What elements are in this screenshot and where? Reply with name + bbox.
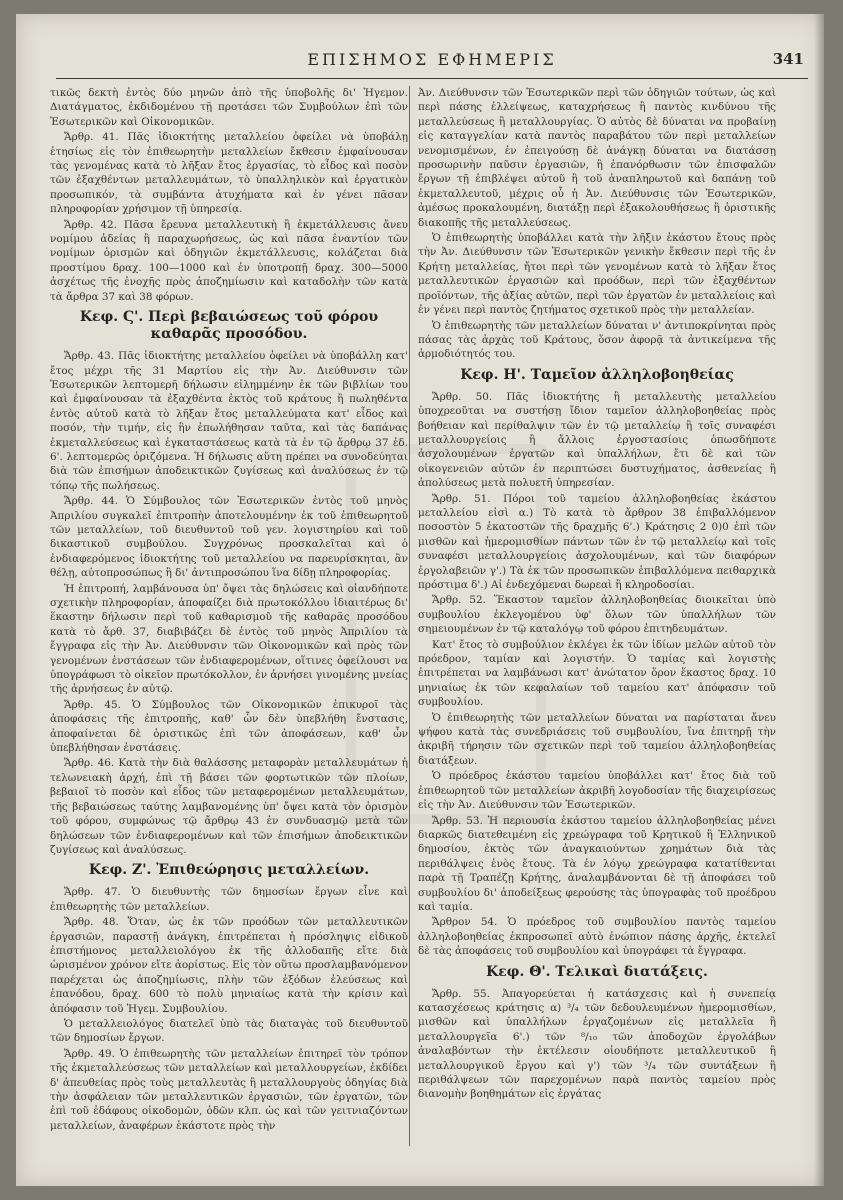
article-49: Ἄρθρ. 49. Ὁ ἐπιθεωρητὴς τῶν μεταλλείων ἐπιτηρεῖ τὸν τρόπον τῆς ἐκμεταλλεύσεως τῶν μεταλλείων καὶ μεταλλουργείων, ἐκδίδει δ' ἀπευθείας πρὸς τοὺς μεταλλευτὰς ἢ μεταλλουργοὺς ὁδηγίας διὰ τὴν ἀσφάλειαν τῶν μεταλλευτικῶν ἐργασιῶν, τῶν ἐργατῶν, τῶν ἐπὶ τοῦ ἐδάφους οἰκοδομῶν, ὁδῶν κλπ. ὡς καὶ τῶν γειτνιαζόντων μεταλλείων, ἀναφέρων ἑκάστοτε πρὸς τὴν — [50, 1047, 408, 1132]
publication-title: ΕΠΙΣΗΜΟΣ ΕΦΗΜΕΡΙΣ — [307, 50, 557, 69]
page-edge-shadow — [814, 14, 824, 1186]
article-47: Ἄρθρ. 47. Ὁ διευθυντὴς τῶν δημοσίων ἔργων εἶνε καὶ ἐπιθεωρητὴς τῶν μεταλλείων. — [50, 886, 408, 913]
article-50: Ἄρθρ. 50. Πᾶς ἰδιοκτήτης ἢ μεταλλευτὴς μεταλλείου ὑποχρεοῦται να συστήσῃ ἴδιον ταμεῖον ἀλληλοβοηθείας πρὸς βοήθειαν καὶ περίθαλψιν τῶν ἐν τῷ μεταλλείῳ ἢ τοῖς συναφέσι μεταλλουργείοις ἢ ἄλλοις ἐργοστασίοις ὁπωσδήποτε ἀσχολουμένων ἐργατῶν καὶ ὑπαλλήλων, ἔτι δὲ καὶ τῶν οἰκογενειῶν αὐτῶν ἐν περιπτώσει δυστυχήματος, ἀσθενείας ἢ ἀπολύσεως μετὰ πολυετῆ ὑπηρεσίαν. — [418, 390, 776, 490]
chapter-heading-line: Κεφ. Ϛ'. Περὶ βεβαιώσεως τοῦ φόρου — [79, 309, 379, 326]
left-column — [50, 86, 408, 1166]
newspaper-page — [16, 14, 824, 1186]
right-column — [418, 86, 776, 1166]
article-44: Ἄρθρ. 44. Ὁ Σύμβουλος τῶν Ἐσωτερικῶν ἐντὸς τοῦ μηνὸς Ἀπριλίου συγκαλεῖ ἐπιτροπὴν ἀποτελουμένην ἐκ τοῦ ἐπιθεωρητοῦ τῶν μεταλλείων, τοῦ διευθυντοῦ τοῦ γεν. λογιστηρίου καὶ τοῦ δικαστικοῦ συμβούλου. Συγχρόνως προσκαλεῖται καὶ ὁ ἐνδιαφερόμενος ἰδιοκτήτης τοῦ μεταλλείου να παρευρίσκηται, ἂν θέλῃ, αὐτοπροσώπως ἢ δι' ἀντιπροσώπου ἵνα δίδῃ πληροφορίας. — [50, 495, 408, 580]
page-number: 341 — [772, 50, 804, 68]
article-41: Ἄρθρ. 41. Πᾶς ἰδιοκτήτης μεταλλείου ὀφείλει νὰ ὑποβάλῃ ἐτησίως εἰς τὸν ἐπιθεωρητὴν μεταλλείων ἔκθεσιν ἐμφαίνουσαν τὰς γενομένας κατὰ τὸ λῆξαν ἔτος ἐργασίας, τὸ εἶδος καὶ ποσὸν τῶν ἐξαχθέντων μεταλλευμάτων, τὸ ὑπαλληλικὸν καὶ ἐργατικὸν προσωπικόν, τὰ συμβάντα ἀτυχήματα καὶ ἐν γένει πᾶσαν πληροφορίαν χρήσιμον τῇ ὑπηρεσίᾳ. — [50, 131, 408, 216]
paragraph: Ὁ ἐπιθεωρητὴς ὑποβάλλει κατὰ τὴν λῆξιν ἑκάστου ἔτους πρὸς τὴν Ἀν. Διεύθυνσιν τῶν Ἐσωτερικῶν γενικὴν ἔκθεσιν περὶ τῆς ἐν Κρήτῃ μεταλλείας, ἤτοι περὶ τῶν γενομένων κατὰ τὸ λῆξαν ἔτος μεταλλευτικῶν ἐργασιῶν καὶ προόδων, περὶ τῶν ἐξαχθέντων προϊόντων, τῆς ἀξίας αὐτῶν, περὶ τῶν ἐργατῶν ἐν μεταλλείοις καὶ ἐν γένει περὶ παντὸς ζητήματος σχετικοῦ πρὸς τὴν μεταλλείαν. — [418, 232, 776, 317]
column-divider — [409, 86, 410, 1146]
article-52-continued: Ὁ πρόεδρος ἑκάστου ταμείου ὑποβάλλει κατ' ἔτος διὰ τοῦ ἐπιθεωρητοῦ τῶν μεταλλείων ἀκριβῆ λογοδοσίαν τῆς διαχειρίσεως εἰς τὴν Ἀν. Διεύθυνσιν τῶν Ἐσωτερικῶν. — [418, 770, 776, 812]
article-53: Ἄρθρ. 53. Ἡ περιουσία ἑκάστου ταμείου ἀλληλοβοηθείας μένει διαρκῶς διατεθειμένη εἰς χρεώγραφα τοῦ Κρητικοῦ ἢ Ἑλληνικοῦ δημοσίου, ἐκτὸς τῶν ἀναγκαιούντων χρημάτων διὰ τὰς περιθάλψεις ἑνὸς ἔτους. Τὰ ἐν λόγῳ χρεώγραφα κατατίθενται παρὰ τῇ Τραπέζῃ Κρήτης, ἀναλαμβάνονται δὲ τῇ ἀποφάσει τοῦ συμβουλίου δι' ἀποδείξεως φερούσης τὰς ὑπογραφὰς τοῦ προέδρου καὶ ταμία. — [418, 814, 776, 913]
article-44-continued: Ἡ ἐπιτροπή, λαμβάνουσα ὑπ' ὄψει τὰς δηλώσεις καὶ οἱανδήποτε σχετικὴν πληροφορίαν, ἀποφαίζει διὰ πρωτοκόλλου ἰδιαιτέρως δι' ἕκαστην δήλωσιν περὶ τοῦ καθαρισμοῦ τῆς καθαρᾶς προσόδου κατὰ τὸ ἄρθ. 37, διαβιβάζει δὲ ἐντὸς τοῦ μηνὸς Ἀπριλίου τὰ ἔγγραφα εἰς τὴν Ἀν. Διεύθυνσιν τῶν Οἰκονομικῶν καὶ πρὸς τῶν γενομένων ἐνστάσεων τῶν ἐνδιαφερομένων, οἵτινες ὀφείλουσι να ὑπογράφωσι τὸ οἰκεῖον πρωτόκολλον, ἐν ἀρνήσει γινομένης μνείας τῆς ἀρνήσεως ἐν αὐτῷ. — [50, 582, 408, 696]
article-46: Ἄρθρ. 46. Κατὰ τὴν διὰ θαλάσσης μεταφορὰν μεταλλευμάτων ἡ τελωνειακὴ ἀρχή, ἐπὶ τῇ βάσει τῶν φορτωτικῶν τῶν πλοίων, βεβαιοῖ τὸ ποσὸν καὶ εἶδος τῶν μεταφερομένων μεταλλευμάτων, τῆς βεβαιώσεως ταύτης λαμβανομένης ὑπ' ὄψει κατὰ τὸν ὁρισμὸν τοῦ φόρου, συμφώνως τῷ ἄρθρῳ 43 ἐν συνδυασμῷ μετὰ τῶν δηλώσεων τῶν ἐνδιαφερομένων καὶ τῶν ἐπισήμων ἀποδεικτικῶν ζυγίσεως καὶ ἀναλύσεως. — [50, 757, 408, 856]
paragraph: τικῶς δεκτὴ ἐντὸς δύο μηνῶν ἀπὸ τῆς ὑποβολῆς δι' Ἡγεμον. Διατάγματος, ἐκδιδομένου τῇ προτάσει τῶν Συμβούλων ἐπὶ τῶν Ἐσωτερικῶν καὶ Οἰκονομικῶν. — [50, 87, 408, 128]
paragraph: Ὁ ἐπιθεωρητὴς τῶν μεταλλείων δύναται ν' ἀντιποκρίνηται πρὸς πάσας τὰς ἀρχὰς τοῦ Κράτους, ὅσον ἀφορᾷ τὰ ἀντικείμενα τῆς ἁρμοδιότητός του. — [418, 319, 776, 361]
chapter-heading-8: Κεφ. Η'. Ταμεῖον ἀλληλοβοηθείας — [460, 366, 734, 383]
article-51: Ἄρθρ. 51. Πόροι τοῦ ταμείου ἀλληλοβοηθείας ἑκάστου μεταλλείου εἰσὶ α.) Τὸ κατὰ τὸ ἄρθρον 38 ἐπιβαλλόμενον ποσοστὸν 5 ἑκατοστῶν τῆς δραχμῆς 6'.) Κράτησις 2 0)0 ἐπὶ τῶν μισθῶν καὶ ἡμερομισθίων πάντων τῶν ἐν τῷ μεταλλείῳ καὶ τοῖς συναφέσι μεταλλουργείοις ἀσχολουμένων, καὶ τῶν διαφόρων ἐργολαβειῶν γ'.) Τὰ ἐκ τῶν προσωπικῶν ἐπιβαλλόμενα πειθαρχικὰ πρόστιμα δ'.) Αἱ ἐνδεχόμεναι δωρεαὶ ἢ κληροδοσίαι. — [418, 492, 776, 591]
article-45: Ἄρθρ. 45. Ὁ Σύμβουλος τῶν Οἰκονομικῶν ἐπικυροῖ τὰς ἀποφάσεις τῆς ἐπιτροπῆς, καθ' ὧν δὲν ὑπεβλήθη ἔνστασις, ἀποφαίνεται δὲ ὁριστικῶς ἐπὶ τῶν ἀποφάσεων, καθ' ὧν ὑπεβλήθησαν ἐνστάσεις. — [50, 698, 408, 755]
chapter-heading-7: Κεφ. Ζ'. Ἐπιθεώρησις μεταλλείων. — [88, 862, 370, 879]
article-54: Ἄρθρον 54. Ὁ πρόεδρος τοῦ συμβουλίου παντὸς ταμείου ἀλληλοβοηθείας ἐκπροσωπεῖ αὐτὸ ἐνώπιον πάσης ἀρχῆς, ἐκτελεῖ δὲ τὰς ἀποφάσεις τοῦ συμβουλίου καὶ ὑπογράφει τὰ ἔγγραφα. — [418, 916, 776, 958]
article-52: Ἄρθρ. 52. Ἕκαστον ταμεῖον ἀλληλοβοηθείας διοικεῖται ὑπὸ συμβουλίου ἐκλεγομένου ὑφ' ὅλων τῶν ὑπαλλήλων τῶν σημειουμένων ἐν τῷ καταλόγῳ τοῦ φόρου ἐπιτηδευμάτων. — [418, 594, 776, 636]
article-42: Ἄρθρ. 42. Πᾶσα ἔρευνα μεταλλευτικὴ ἢ ἐκμετάλλευσις ἄνευ νομίμου ἀδείας ἢ παραχωρήσεως, ὡς καὶ πᾶσα ἐναντίον τῶν νομίμων ὁρισμῶν καὶ ὁδηγιῶν ἐκμετάλλευσις, κολάζεται διὰ προστίμου δραχ. 100—1000 καὶ ἐν ὑποτροπῇ δραχ. 300—5000 ἀσχέτως τῆς ἐνοχῆς πρὸς ἀποζημίωσιν καὶ καταδολὴν τῶν κατὰ τὰ ἄρθρα 37 καὶ 38 φόρων. — [50, 218, 408, 303]
chapter-heading-9: Κεφ. Θ'. Τελικαὶ διατάξεις. — [486, 963, 708, 980]
chapter-heading-line: καθαρᾶς προσόδου. — [150, 326, 308, 343]
article-48: Ἄρθρ. 48. Ὅταν, ὡς ἐκ τῶν προόδων τῶν μεταλλευτικῶν ἐργασιῶν, παραστῇ ἀνάγκη, ἐπιτρέπεται ἡ πρόσληψις εἰδικοῦ ἐπιστήμονος μεταλλειολόγου ἐκ τῆς ἀλλοδαπῆς εἴτε διὰ ὡρισμένον χρόνον εἴτε ἀορίστως. Εἰς τὸν οὕτω προσλαμβανόμενον παρέχεται ὡς ἀποζημίωσις, πλὴν τῶν ἐξόδων ἐλεύσεως καὶ ἐπανόδου, δραχ. 600 τὸ πολὺ μηνιαίως κατὰ τὴν κρίσιν καὶ ἀπόφασιν τοῦ Ἡγεμ. Συμβουλίου. — [50, 916, 408, 1015]
article-48-continued: Ὁ μεταλλειολόγος διατελεῖ ὑπὸ τὰς διαταγὰς τοῦ διευθυντοῦ τῶν δημοσίων ἔργων. — [50, 1017, 408, 1045]
page-header — [56, 48, 808, 79]
article-55: Ἄρθρ. 55. Ἀπαγορεύεται ἡ κατάσχεσις καὶ ἡ συνεπείᾳ κατασχέσεως κράτησις α) ³/₄ τῶν δεδουλευμένων ἡμερομισθίων, μισθῶν καὶ ὑπαλλήλων ἐργαζομένων εἰς μεταλλεῖα ἢ μεταλλουργεῖα 6'.) τῶν ⁸/₁₀ τῶν ἀποδοχῶν ἐργολάβων ἀναλαβόντων τὴν ἐκτέλεσιν οἱουδήποτε μεταλλευτικοῦ ἢ μεταλλουργικοῦ ἔργου καὶ γ') τῶν ³/₄ τῶν συντάξεων ἢ περιθάλψεων τῶν παρεχομένων παρὰ παντὸς ταμείου πρὸς διανομὴν βοηθημάτων εἰς ἐργάτας — [418, 987, 776, 1101]
article-52-continued: Κατ' ἔτος τὸ συμβούλιον ἐκλέγει ἐκ τῶν ἰδίων μελῶν αὐτοῦ τὸν πρόεδρον, ταμίαν καὶ λογιστήν. Ὁ ταμίας καὶ λογιστὴς ἐπιτρέπεται να λαμβάνωσι κατ' ἀνώτατον ὅρον ἕκαστος δραχ. 10 μηνιαίως ἐκ τῶν κεφαλαίων τοῦ ταμείου κατ' ἀπόφασιν τοῦ συμβουλίου. — [418, 638, 776, 709]
paragraph: Ἀν. Διεύθυνσιν τῶν Ἐσωτερικῶν περὶ τῶν ὁδηγιῶν τούτων, ὡς καὶ περὶ πάσης ἐλλείψεως, καταχρήσεως ἢ παντὸς κινδύνου τῆς μεταλλεύσεως ἢ μεταλλουργίας. Ὁ αὐτὸς δὲ δύναται να προβαίνῃ εἰς καταγγελίαν κατὰ παντὸς παραβάτου τῶν περὶ μεταλλείων νενομισμένων, ἐν ἐπειγούσῃ δὲ ἀνάγκῃ δύναται να διατάσσῃ προσωρινὴν παῦσιν ἐργασιῶν, ἢ ἐπανόρθωσιν τῶν ἐπισφαλῶν ἔργων τῇ ἐπιβλέψει αὐτοῦ ἢ τοῦ ἀναπληρωτοῦ καὶ δαπάνῃ τοῦ ἐκμεταλλευτοῦ, μέχρις οὗ ἡ Ἀν. Διεύθυνσις τῶν Ἐσωτερικῶν, ἀμέσως προκαλουμένη, διατάξῃ περὶ ἐξακολουθήσεως ἢ ὁριστικῆς διακοπῆς τῆς μεταλλεύσεως. — [418, 87, 776, 229]
article-43: Ἄρθρ. 43. Πᾶς ἰδιοκτήτης μεταλλείου ὀφείλει νὰ ὑποβάλλῃ κατ' ἔτος μέχρι τῆς 31 Μαρτίου εἰς τὴν Ἀν. Διεύθυνσιν τῶν Ἐσωτερικῶν λεπτομερῆ δήλωσιν εἰλημμένην ἐκ τῶν βιβλίων του καὶ ἐμφαίνουσαν τὰ ἐξαχθέντα ἐκτὸς τοῦ κράτους ἢ πωληθέντα ἐντὸς αὐτοῦ κατὰ τὸ λῆξαν ἔτος μεταλλεύματα κατ' εἶδος καὶ ποσόν, τὴν τιμήν, εἰς ἣν ἐπωλήθησαν ταῦτα, καὶ τὰς δαπάνας ἐκμεταλλεύσεως καὶ ἐγκαταστάσεως κατὰ τὰ ἐν τῷ ἄρθρῳ 37 ἐδ. 6'. λεπτομερῶς ὁριζόμενα. Ἡ δήλωσις αὕτη πρέπει να συνοδεύηται διὰ τῶν ἐπισήμων ἀποδεικτικῶν ζυγίσεως καὶ ἀναλύσεως ἐν τῷ τόπῳ τῆς πωλήσεως. — [50, 350, 408, 492]
chapter-heading-6 — [50, 309, 408, 343]
article-52-continued: Ὁ ἐπιθεωρητὴς τῶν μεταλλείων δύναται να παρίσταται ἄνευ ψήφου κατὰ τὰς συνεδριάσεις τοῦ συμβουλίου, ἵνα ἐπιτηρῇ τὴν ἀκριβῆ τήρησιν τῶν σχετικῶν περὶ τοῦ ταμείου ἀλληλοβοηθείας διατάξεων. — [418, 711, 776, 767]
